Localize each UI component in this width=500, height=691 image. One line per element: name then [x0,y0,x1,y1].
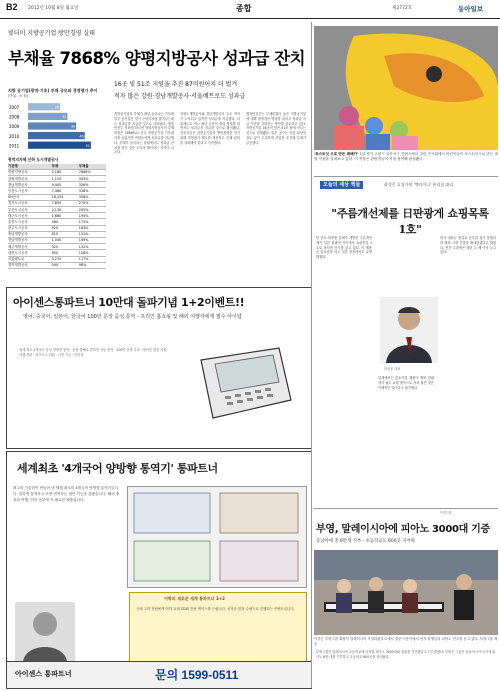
lead-body-col-1: 지방공기업의 부채가 매년 늘어나는 가운데 일부 공기업은 빚이 눈덩이처럼 불어나는데도 성과급을 지급한 것으로 나타났다. 행정안전부 자료에 따르면 양평지방공사의 부채비율은 7868%로 전국 지방공기업 가운데 가장 높았지만 직원들에게 성과급을 지급했다. 부채가 늘어나는 상황에서도 성과급 잔치를 벌인 것은 도덕적 해이라는 지적이 나온다. [114,112,174,155]
chart-value-label: 26 [54,105,60,110]
chart-plot [8,88,106,154]
table-cell: 충남개발공사 [8,232,28,237]
table-cell: 7,460 [51,188,62,193]
table-cell: 272% [78,201,89,206]
chart-category-label: 2008 [9,114,20,120]
chart-bar [28,132,85,139]
table-cell: 172% [78,219,89,224]
table-cell: 318% [78,188,89,193]
chart-bar [28,142,91,149]
ad-top-title: 아이센스통파트너 10만대 돌파기념 1+2이벤트!! [13,296,245,309]
ad-top-subtitle: 영어, 중국어, 일본어, 한국어 100만 문장 음성 통역 - 프리인 홈쇼핑 및 해외 여행자에게 필수 아이템 [23,314,242,320]
divider [314,508,498,509]
chart-value-label: 39 [70,124,76,129]
top-photo-caption-text: 7일 경기 고양시 일산서구 킨텍스에서 열린 전시회에서 어린이들이 포스트잇으로 만든 대형 작품을 살펴보고 있다. 이 작품은 관람객들이 직접 참여해 완성됐다. [314,152,498,162]
ad-bottom-brand: 아이센스 통파트너 [15,670,72,678]
column-body-col-1: 한 중소 화장품 업체가 개발한 주름개선제가 일본 관광객 사이에서 쇼핑목록 1호로 꼽히며 인기를 끌고 있다. 이 제품은 입소문을 타고 일본 현지에서도 유명해졌다. [316,236,372,260]
table-cell: 5,180 [51,170,62,175]
chart-value-label: 32 [62,115,67,120]
table-cell: 양평지방공사 [8,170,28,175]
column-body-col-2: 회사 대표는 품질로 승부한 것이 통했다며 해외 시장 진출을 확대하겠다고 밝혔다. 연간 수출액은 매년 두 배 이상 늘고 있다. [440,236,496,255]
table-cell: 151% [78,232,89,237]
table-cell: 205% [78,207,89,212]
table-cell: 울산도시공사 [8,219,28,224]
table-cell: 2,130 [51,207,62,212]
issue-number: 제2772호 [392,6,413,11]
table-header-cell: 부채 [51,164,59,169]
ad-bottom-phone[interactable]: 문의 1599-0511 [155,668,239,682]
table-cell: 대전도시공사 [8,250,28,255]
person-icon [380,297,438,363]
column-body-col-3: 업계에서는 중소기업 제품이 해외 관광객의 필수 쇼핑 품목으로 자리 잡은 것은 이례적인 일이라고 평가했다. [378,376,434,390]
table-cell: 서울메트로 [8,257,25,262]
portrait-caption: 화성웅 대표 [384,367,401,371]
table-cell: 163% [78,226,89,231]
column-tag: 오늘의 세상 찍둘 [320,181,363,189]
chart-category-label: 2007 [9,105,20,110]
table-cell: 320 [51,244,59,249]
table-cell: 7,850 [51,201,62,206]
second-article-headline[interactable]: 부영, 말레이시아에 피아노 3000대 기증 [316,524,490,535]
table-cell: 9,405 [51,182,62,187]
table-body [8,170,106,269]
table-row [8,263,106,269]
table-cell: 인천도시공사 [8,188,28,193]
table-cell: 98% [78,263,87,268]
chart-category-label: 2010 [9,133,20,139]
chart-category-label: 2011 [9,143,20,149]
bottom-photo [314,550,498,635]
table-cell: 149% [78,238,89,243]
lead-body [114,112,310,280]
lead-kicker: 빚더미 지방공기업 방만경영 실태 [8,30,95,37]
table-cell: 540 [51,263,59,268]
lead-subhead-line-1: 16곳 빚 51조 지원을 추진 87억원어치 더 벌겨 [114,81,238,88]
second-article-tag: 이미지 [440,510,452,515]
table-cell: 경북개발공사 [8,263,28,268]
table-cell: 850 [51,250,59,255]
translator-device-image [183,340,301,426]
piano-donation-photo [314,550,498,635]
issue-date: 2012년 10월 8일 월요일 [28,6,79,11]
divider [314,176,498,177]
masthead [0,0,500,19]
table-cell: 128% [78,250,89,255]
lead-body-col-3: 행정안전부는 부채비율이 높은 지방공기업에 대해 경영개선 명령을 내리고 성과급 지급 기준을 강화하는 방안을 검토하고 있다. 지방공기업 16곳의 빚은 51조 원에 이르는 것으로 집계됐다. 일부 공사는 사업 타당성 검토 없이 무리하게 사업을 추진해 부채가 급증했다. [246,112,306,145]
advertisement-top[interactable] [6,287,312,449]
table-header-cell: 기관명 [8,164,18,169]
table-cell: 920 [51,226,59,231]
debt-ratio-table [8,158,106,269]
table-cell: 480 [51,219,59,224]
top-photo [314,26,498,150]
lead-body-col-2: 강원도개발공사와 경남개발공사 등도 적자가 누적되고 있지만 성과급을 지급했다. 서울메트로 역시 매년 수천억 원대 적자를 내면서도 성과급을 지급한 것으로 확인됐다. 전문가들은 지방공기업의 방만경영을 막기 위해 경영평가 제도를 개선하고 부채 관리를 강화해야 한다고 지적했다. [180,112,240,145]
table-cell: 제주개발공사 [8,244,28,249]
table-cell: 부산도시공사 [8,207,28,212]
ad-bottom-screenshot [127,486,307,588]
table-cell: 경기도시공사 [8,201,28,206]
column-headline[interactable]: "주름개선제를 日판광게 쇼핑목록 1호" [331,207,489,236]
person-icon [15,602,75,662]
top-photo-caption-title: '포스트잇 으로 만든 래배카' [314,152,359,156]
column-body [316,236,496,506]
table-cell: 1,040 [51,238,62,243]
table-cell: 18,254 [51,195,64,200]
bottom-photo-caption: 이중근 부영그룹 회장이 말레이시아 쿠알라룸푸르에서 열린 기증식에서 현지 학생들의 피아노 연주를 듣고 있다. 부영그룹 제공 [314,637,498,647]
software-screens-image [128,487,306,587]
ad-bottom-box-title: 어학의 새로운 세계 통파트너 1+2 [164,596,225,601]
table-cell: 194% [78,213,89,218]
chart-value-label: 51 [85,143,90,148]
lead-headline[interactable]: 부채율 7868% 양평지방공사 성과급 잔치 [8,49,306,68]
ad-bottom-title: 세계최초 '4개국어 양방향 통역기' 통파트너 [17,462,218,475]
ad-bottom-copy: 최고의 기술력이 만들어 낸 세계 최초의 4개국어 양방향 통역기입니다. 말하면 통역하고 쓰면 번역하는 첨단 기능을 갖췄습니다. 해외 출장과 여행, 어학 공부에 꼭 필요한 제품입니다. [13,486,120,502]
table-cell: 광주도시공사 [8,226,28,231]
table-cell: 강원개발공사 [8,176,28,181]
ad-bottom-box-text: 구매 고객 전원에게 어학 교재 CD와 전용 케이스를 드립니다. 선착순 한정 수량으로 진행되는 이벤트입니다. [136,607,295,611]
table-header-cell: 부채율 [78,164,89,169]
chart-bar [28,122,76,129]
table-cell: 117% [78,257,89,262]
chart-title: 지방 공기업(광역·기초) 부채 규모와 경영평가 추이 [8,88,98,93]
table-cell: 7868% [78,170,91,175]
section-title: 종합 [236,4,252,13]
debt-chart [8,88,106,154]
advertisement-bottom[interactable] [6,451,312,689]
column-divider [311,22,312,688]
table-cell: 전남개발공사 [8,238,28,243]
postit-artwork-photo [314,26,498,150]
ceo-portrait [380,297,438,363]
table-cell: 306% [78,195,89,200]
page-number: B2 [6,2,18,12]
ad-bottom-event-box [129,592,307,662]
lead-subhead-line-2: 적자 많은 강원·경남개발공사·서울메트로도 성과급 [114,93,246,100]
second-article-body: 부영그룹은 말레이시아 초등학교에 디지털 피아노 3000대와 칠판을 기증했다고 7일 밝혔다. 부영은 그동안 동남아시아 국가에 피아노 6만 대를 기부하고 초등학교 600곳을 지어줬다. [316,650,496,659]
table-cell: 610 [51,232,59,237]
chart-value-label: 46 [79,134,84,139]
ad-bottom-footer [7,661,311,688]
table-cell: 1,680 [51,213,62,218]
lead-subhead [114,80,306,104]
table-cell: SH공사 [8,195,20,200]
second-article-subhead: 동남아에 총 6만개 기부 - 초등학교도 600곳 지어줘 [316,539,415,544]
chart-subtitle: (단위: 조 원) [8,94,29,98]
newspaper-brand: 동아일보 [458,5,484,13]
chart-category-label: 2009 [9,124,20,130]
table-cell: 경남개발공사 [8,182,28,187]
table-cell: 326% [78,182,89,187]
table-cell: 343% [78,176,89,181]
spokesperson-photo [15,602,75,662]
table-cell: 대구도시공사 [8,213,28,218]
top-photo-caption [314,152,498,163]
table-title: 광역지자체 산하 도시개발공사 [8,157,59,162]
table-cell: 3,270 [51,257,62,262]
ad-top-feature-list: · 세계 최초 4개국어 음성 양방향 통역 · 문장 통째로 말하면 자동 통역 · 100만 문장 수록 · 원어민 발음 지원 · 여행 회화 · 비즈니스 회화 · 사전 기능 · 단어장 [17,348,167,358]
table-cell: 1,120 [51,176,62,181]
column-author: 화성웅 호칭가원 '맥라이나' 유괴집 대리 [384,182,454,187]
table-cell: 132% [78,244,89,249]
